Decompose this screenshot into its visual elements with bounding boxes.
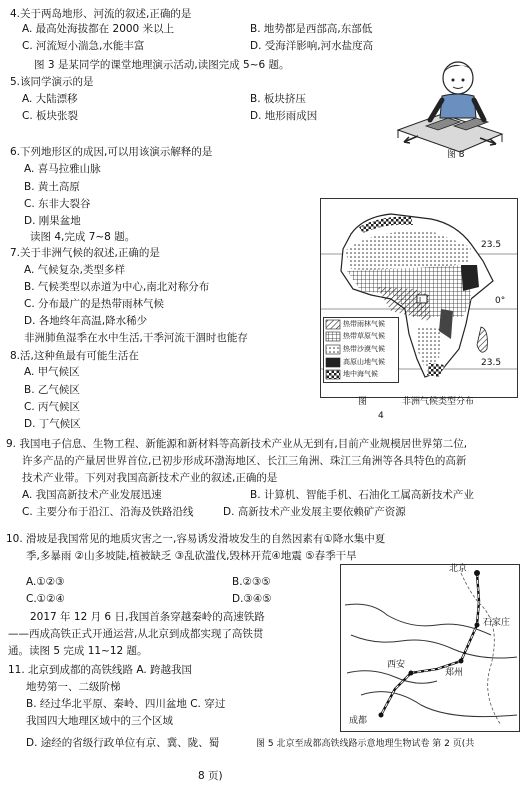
q4-option-a: A. 最高处海拔都在 2000 米以上 bbox=[22, 23, 175, 35]
q6-option-c: C. 东非大裂谷 bbox=[24, 198, 91, 210]
page-footer: 8 页) bbox=[198, 770, 223, 782]
q4-option-b: B. 地势都是西部高,东部低 bbox=[250, 23, 373, 35]
q11-tail: 图 5 北京至成都高铁线路示意地理生物试卷 第 2 页(共 bbox=[256, 739, 475, 749]
city-chengdu: 成都 bbox=[349, 716, 368, 726]
city-zhengzhou: 郑州 bbox=[445, 668, 464, 678]
q9-option-a: A. 我国高新技术产业发展迅速 bbox=[22, 489, 162, 501]
figure-4-map bbox=[320, 198, 518, 398]
lat-tropic-south: 23.5 bbox=[481, 358, 502, 368]
intro-11-12-line1: 2017 年 12 月 6 日,我国首条穿越秦岭的高速铁路 bbox=[30, 611, 265, 623]
q6-option-b: B. 黄土高原 bbox=[24, 181, 80, 193]
q8-option-a: A. 甲气候区 bbox=[24, 366, 80, 378]
intro-11-12-line2: ——西成高铁正式开通运营,从北京到成都实现了高铁贯 bbox=[8, 628, 264, 640]
q7-option-b: B. 气候类型以赤道为中心,南北对称分布 bbox=[24, 281, 210, 293]
legend-highland: 高原山地气候 bbox=[343, 358, 385, 366]
q11-line4: 我国四大地理区域中的三个区域 bbox=[26, 715, 173, 727]
lat-tropic-north: 23.5 bbox=[481, 240, 502, 250]
q8-option-d: D. 丁气候区 bbox=[24, 418, 81, 430]
map-legend bbox=[323, 317, 399, 383]
intro-11-12-line3: 通。读图 5 完成 11~12 题。 bbox=[8, 645, 148, 657]
legend-mediterranean: 地中海气候 bbox=[343, 370, 378, 378]
intro-5-6: 图 3 是某同学的课堂地理演示活动,读图完成 5~6 题。 bbox=[34, 59, 290, 71]
q8-stem: 8.活,这种鱼最有可能生活在 bbox=[10, 350, 139, 362]
legend-desert: 热带沙漠气候 bbox=[343, 345, 385, 353]
legend-rainforest: 热带雨林气候 bbox=[343, 320, 385, 328]
q9-stem-2: 许多产品的产量居世界首位,已初步形成环渤海地区、长江三角洲、珠江三角洲等各具特色的高新 bbox=[22, 455, 467, 467]
figure-4-caption-b: 非洲气候类型分布 bbox=[402, 397, 475, 407]
q4-option-c: C. 河流短小湍急,水能丰富 bbox=[22, 40, 145, 52]
q5-stem: 5.该同学演示的是 bbox=[10, 76, 94, 88]
q11-line3: B. 经过华北平原、秦岭、四川盆地 C. 穿过 bbox=[26, 698, 226, 710]
q6-option-a: A. 喜马拉雅山脉 bbox=[24, 163, 101, 175]
q4-stem: 4.关于两岛地形、河流的叙述,正确的是 bbox=[10, 8, 192, 20]
q9-option-d: D. 高新技术产业发展主要依赖矿产资源 bbox=[223, 506, 406, 518]
lungfish-text: 非洲肺鱼湿季在水中生活,干季河流干涸时也能存 bbox=[24, 332, 248, 344]
q9-stem-3: 技术产业带。下列对我国高新技术产业的叙述,正确的是 bbox=[22, 472, 278, 484]
q10-stem-2: 季,多暴雨 ②山多坡陡,植被缺乏 ③乱砍滥伐,毁林开荒④地震 ⑤春季干旱 bbox=[26, 550, 357, 562]
q5-option-b: B. 板块挤压 bbox=[250, 93, 306, 105]
q8-option-b: B. 乙气候区 bbox=[24, 384, 80, 396]
q9-stem-1: 9. 我国电子信息、生物工程、新能源和新材料等高新技术产业从无到有,目前产业规模居世界第二位, bbox=[6, 438, 468, 450]
q10-option-b: B.②③⑤ bbox=[232, 576, 271, 588]
q8-option-c: C. 丙气候区 bbox=[24, 401, 81, 413]
city-xian: 西安 bbox=[387, 660, 406, 670]
q4-option-d: D. 受海洋影响,河水盐度高 bbox=[250, 40, 374, 52]
city-beijing: 北京 bbox=[449, 564, 468, 574]
q5-option-d: D. 地形雨成因 bbox=[250, 110, 318, 122]
q9-option-c: C. 主要分布于沿江、沿海及铁路沿线 bbox=[22, 506, 194, 518]
q10-option-a: A.①②③ bbox=[26, 576, 65, 588]
svg-text:I: I bbox=[419, 296, 422, 304]
lat-equator: 0° bbox=[495, 296, 506, 306]
figure-5-map bbox=[340, 564, 520, 732]
q5-option-c: C. 板块张裂 bbox=[22, 110, 79, 122]
q7-option-c: C. 分布最广的是热带雨林气候 bbox=[24, 298, 165, 310]
q5-option-a: A. 大陆漂移 bbox=[22, 93, 78, 105]
q10-option-c: C.①②④ bbox=[26, 593, 65, 605]
q9-option-b: B. 计算机、智能手机、石油化工属高新技术产业 bbox=[250, 489, 474, 501]
figure-4-caption-num: 4 bbox=[378, 411, 384, 421]
q10-stem-1: 10. 滑坡是我国常见的地质灾害之一,容易诱发滑坡发生的自然因素有①降水集中夏 bbox=[6, 533, 386, 545]
q7-stem: 7.关于非洲气候的叙述,正确的是 bbox=[10, 247, 160, 259]
figure-3-illustration bbox=[396, 56, 506, 156]
intro-7-8: 读图 4,完成 7~8 题。 bbox=[30, 231, 136, 243]
figure-4-caption-a: 图 bbox=[358, 397, 368, 407]
city-shijiazhuang: 石家庄 bbox=[483, 618, 511, 628]
q11-line1: 11. 北京到成都的高铁线路 A. 跨越我国 bbox=[8, 664, 193, 676]
figure-3-label: 图 3 bbox=[447, 150, 465, 160]
q11-line2: 地势第一、二级阶梯 bbox=[26, 681, 121, 693]
q7-option-d: D. 各地终年高温,降水稀少 bbox=[24, 315, 148, 327]
q6-option-d: D. 刚果盆地 bbox=[24, 215, 81, 227]
q11-line5: D. 途经的省级行政单位有京、冀、陇、蜀 bbox=[26, 737, 220, 749]
q6-stem: 6.下列地形区的成因,可以用该演示解释的是 bbox=[10, 146, 213, 158]
q10-option-d: D.③④⑤ bbox=[232, 593, 272, 605]
legend-savanna: 热带草原气候 bbox=[343, 332, 385, 340]
q7-option-a: A. 气候复杂,类型多样 bbox=[24, 264, 126, 276]
